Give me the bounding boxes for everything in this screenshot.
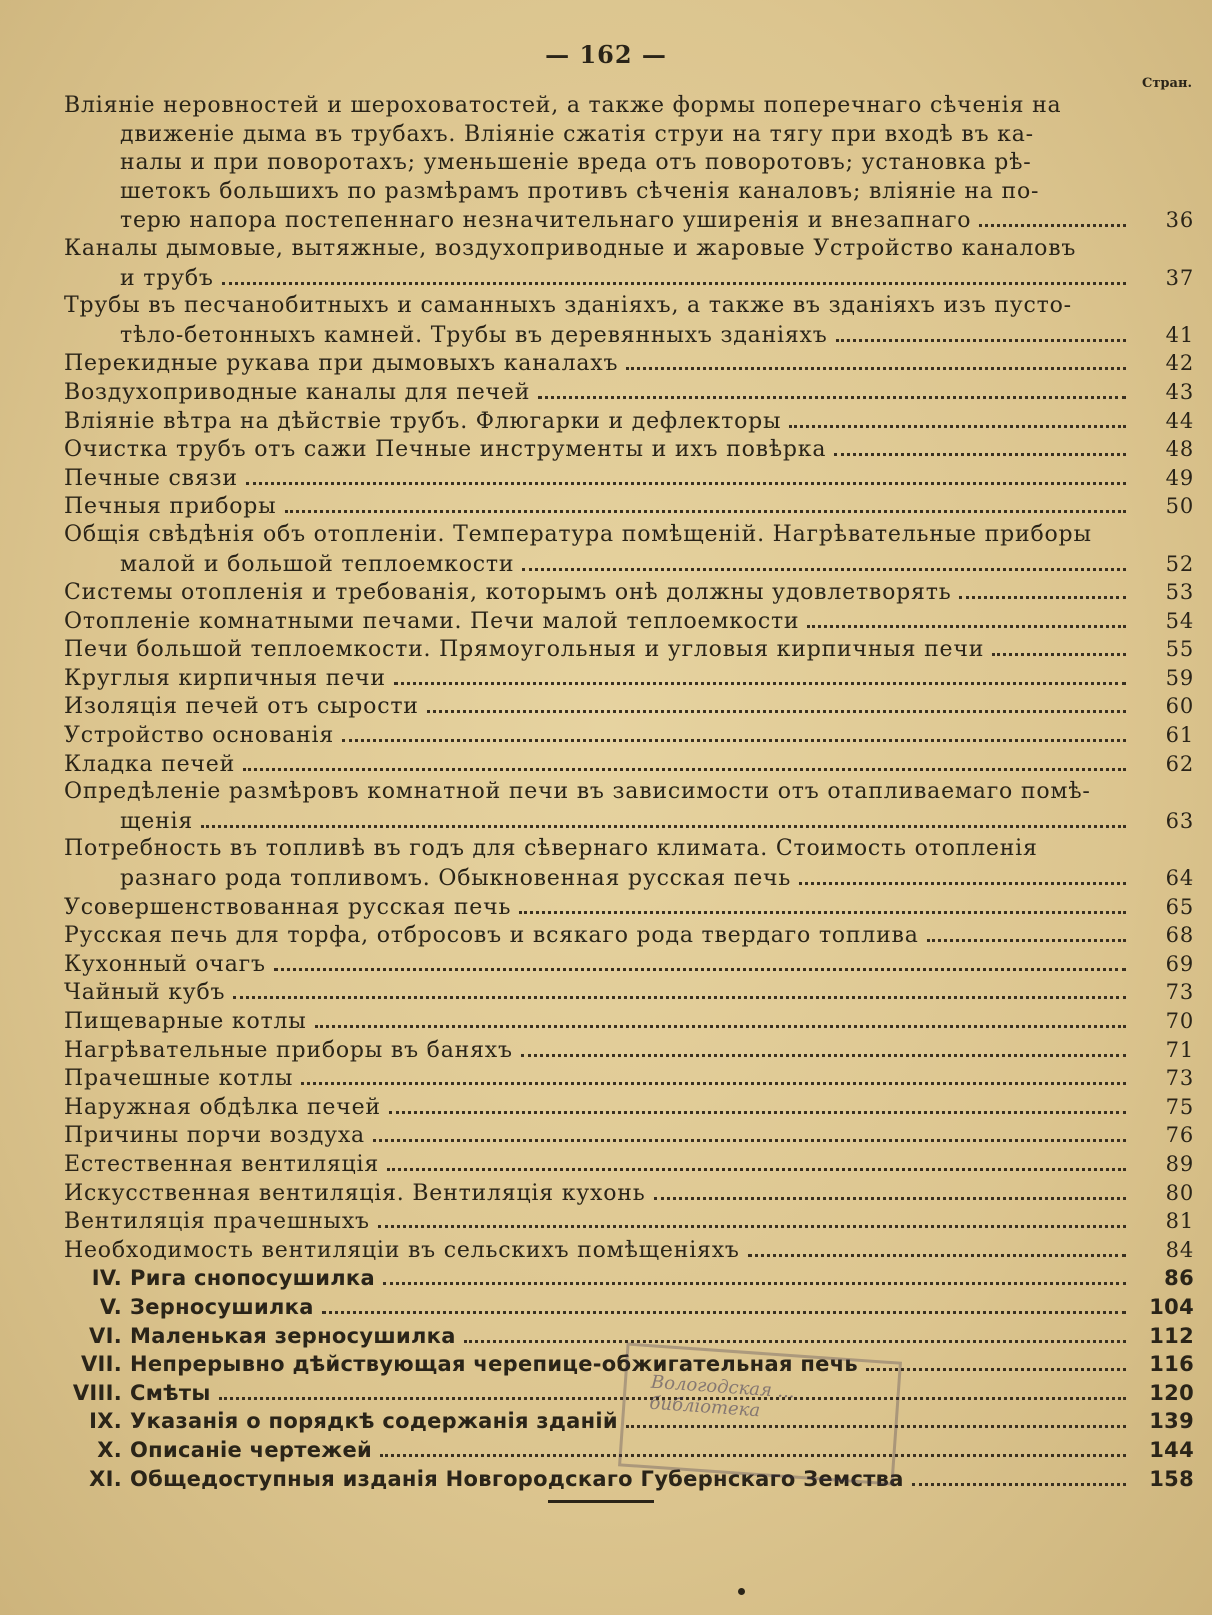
dot-leader bbox=[394, 682, 1126, 685]
toc-page-number: 37 bbox=[1165, 265, 1194, 290]
toc-entry-line bbox=[64, 407, 1194, 436]
toc-entry-line bbox=[64, 664, 1194, 693]
section-roman-numeral: VI. bbox=[89, 1323, 122, 1348]
dot-leader bbox=[222, 282, 1126, 285]
toc-entry-text: Системы отопленія и требованія, которымъ онѣ должны удовлетворять bbox=[64, 580, 952, 606]
toc-entry-text: Трубы въ песчанобитныхъ и саманныхъ зданіяхъ, а также въ зданіяхъ изъ пусто- bbox=[64, 293, 1072, 319]
toc-entry-line bbox=[64, 692, 1194, 721]
toc-entry-line bbox=[64, 464, 1194, 493]
section-title: Непрерывно дѣйствующая черепице-обжигательная печь bbox=[130, 1352, 859, 1377]
toc-page-number: 44 bbox=[1165, 408, 1194, 433]
toc-entry-text: Нагрѣвательные приборы въ баняхъ bbox=[64, 1037, 513, 1063]
toc-entry-text: Естественная вентиляція bbox=[64, 1151, 380, 1177]
toc-entry-line bbox=[64, 835, 1194, 864]
section-roman-numeral: VII. bbox=[80, 1352, 122, 1377]
toc-entry bbox=[64, 1207, 1194, 1236]
toc-entry-text: Вентиляція прачешныхъ bbox=[64, 1209, 370, 1235]
toc-entry-line bbox=[64, 1150, 1194, 1179]
toc-page-number: 68 bbox=[1165, 923, 1194, 948]
dot-leader bbox=[807, 625, 1126, 628]
dot-leader bbox=[383, 1282, 1126, 1285]
toc-entry-text: Потребность въ топливѣ въ годъ для сѣвернаго климата. Стоимость отопленія bbox=[64, 836, 1038, 862]
toc-entry bbox=[64, 1064, 1194, 1093]
toc-entry bbox=[64, 435, 1194, 464]
toc-entry bbox=[64, 1121, 1194, 1150]
toc-page-number: 76 bbox=[1165, 1123, 1194, 1148]
toc-entry-line bbox=[64, 1064, 1194, 1093]
toc-page-number: 65 bbox=[1165, 894, 1194, 919]
toc-entry-text: разнаго рода топливомъ. Обыкновенная русская печь bbox=[120, 866, 792, 892]
toc-entry-line bbox=[64, 635, 1194, 664]
toc-entry bbox=[64, 92, 1194, 235]
dot-leader bbox=[522, 568, 1126, 571]
dot-leader bbox=[538, 396, 1126, 399]
dot-leader bbox=[626, 367, 1126, 370]
toc-section-line bbox=[64, 1293, 1194, 1322]
toc-entry-text: Изоляція печей отъ сырости bbox=[64, 694, 419, 720]
dot-leader bbox=[519, 911, 1126, 914]
section-title: Описаніе чертежей bbox=[130, 1437, 373, 1462]
toc-section bbox=[64, 1264, 1194, 1293]
dot-leader bbox=[748, 1254, 1126, 1257]
dot-leader bbox=[373, 1139, 1126, 1142]
section-roman-numeral: V. bbox=[99, 1294, 122, 1319]
toc-entry bbox=[64, 664, 1194, 693]
toc-page-number: 41 bbox=[1165, 322, 1194, 347]
toc-entry-text: Каналы дымовые, вытяжные, воздухоприводные и жаровые Устройство каналовъ bbox=[64, 235, 1077, 261]
dot-leader bbox=[301, 1082, 1126, 1085]
section-page-number: 120 bbox=[1149, 1380, 1194, 1405]
toc-entry-line bbox=[64, 578, 1194, 607]
toc-entry-line bbox=[64, 750, 1194, 779]
toc-entry-line bbox=[64, 121, 1194, 150]
dot-leader bbox=[654, 1197, 1126, 1200]
section-title: Рига снопосушилка bbox=[130, 1266, 375, 1291]
toc-entry-text: шетокъ большихъ по размѣрамъ противъ сѣченія каналовъ; вліяніе на по- bbox=[120, 178, 1040, 204]
section-roman-numeral: VIII. bbox=[72, 1380, 122, 1405]
toc-entry-line bbox=[64, 1036, 1194, 1065]
toc-entry bbox=[64, 1150, 1194, 1179]
toc-page-number: 50 bbox=[1165, 494, 1194, 519]
section-title: Указанія о порядкѣ содержанія зданій bbox=[130, 1409, 618, 1434]
toc-entry-line bbox=[64, 492, 1194, 521]
toc-entry-text: Опредѣленіе размѣровъ комнатной печи въ зависимости отъ отапливаемаго помѣ- bbox=[64, 779, 1091, 805]
toc-entry-text: тѣло-бетонныхъ камней. Трубы въ деревянныхъ зданіяхъ bbox=[120, 322, 828, 348]
toc-entry-text: Очистка трубъ отъ сажи Печные инструменты и ихъ повѣрка bbox=[64, 437, 827, 463]
toc-entry bbox=[64, 835, 1194, 892]
toc-entry bbox=[64, 978, 1194, 1007]
toc-entry-line bbox=[64, 1121, 1194, 1150]
end-rule bbox=[548, 1500, 654, 1503]
toc-entry-line bbox=[64, 321, 1194, 350]
toc-entry-text: Круглыя кирпичныя печи bbox=[64, 665, 386, 691]
dot-leader bbox=[927, 939, 1126, 942]
toc-entry-line bbox=[64, 264, 1194, 293]
dot-leader bbox=[342, 739, 1126, 742]
toc-entry-text: Общія свѣдѣнія объ отопленіи. Температура помѣщеній. Нагрѣвательные приборы bbox=[64, 521, 1092, 547]
toc-entry-line bbox=[64, 206, 1194, 235]
toc-page-number: 73 bbox=[1165, 980, 1194, 1005]
section-title: Маленькая зерносушилка bbox=[130, 1323, 456, 1348]
toc-entry-text: Отопленіе комнатными печами. Печи малой теплоемкости bbox=[64, 608, 800, 634]
toc-entry bbox=[64, 692, 1194, 721]
toc-page-number: 42 bbox=[1165, 351, 1194, 376]
toc-section-line bbox=[64, 1264, 1194, 1293]
toc-page-number: 71 bbox=[1165, 1037, 1194, 1062]
toc-entry bbox=[64, 893, 1194, 922]
dot-leader bbox=[979, 224, 1126, 227]
toc-entry-text: Вліяніе вѣтра на дѣйствіе трубъ. Флюгарки и дефлекторы bbox=[64, 408, 782, 434]
toc-entry-text: Чайный кубъ bbox=[64, 980, 226, 1006]
toc-entry bbox=[64, 292, 1194, 349]
toc-page-number: 60 bbox=[1165, 694, 1194, 719]
dot-leader bbox=[322, 1311, 1126, 1314]
toc-page-number: 43 bbox=[1165, 379, 1194, 404]
toc-page-number: 75 bbox=[1165, 1094, 1194, 1119]
section-roman-numeral: IX. bbox=[89, 1409, 122, 1434]
section-page-number: 144 bbox=[1149, 1437, 1194, 1462]
toc-entry-text: щенія bbox=[120, 808, 194, 834]
section-roman-numeral: XI. bbox=[89, 1466, 122, 1491]
dot-leader bbox=[389, 1111, 1126, 1114]
toc-page-number: 69 bbox=[1165, 951, 1194, 976]
section-page-number: 86 bbox=[1164, 1266, 1194, 1291]
toc-entry-text: Воздухоприводные каналы для печей bbox=[64, 379, 531, 405]
toc-entry-line bbox=[64, 1179, 1194, 1208]
toc-entry bbox=[64, 778, 1194, 835]
dot-leader bbox=[201, 825, 1126, 828]
toc-page-number: 55 bbox=[1165, 637, 1194, 662]
toc-entry-line bbox=[64, 149, 1194, 178]
toc-page-number: 73 bbox=[1165, 1066, 1194, 1091]
toc-page-number: 54 bbox=[1165, 608, 1194, 633]
toc-entry-line bbox=[64, 1207, 1194, 1236]
toc-entry bbox=[64, 721, 1194, 750]
toc-page-number: 49 bbox=[1165, 465, 1194, 490]
dot-leader bbox=[912, 1483, 1126, 1486]
toc-page-number: 53 bbox=[1165, 580, 1194, 605]
section-page-number: 104 bbox=[1149, 1294, 1194, 1319]
toc-entry-line bbox=[64, 1236, 1194, 1265]
toc-entry-text: Пищеварные котлы bbox=[64, 1009, 307, 1034]
section-page-number: 139 bbox=[1149, 1409, 1194, 1434]
toc-entry-text: Усовершенствованная русская печь bbox=[64, 894, 512, 920]
dot-leader bbox=[285, 510, 1127, 513]
dot-leader bbox=[246, 482, 1126, 485]
toc-entry-line bbox=[64, 292, 1194, 321]
toc-section bbox=[64, 1293, 1194, 1322]
section-title: Общедоступныя изданія Новгородскаго Губернскаго Земства bbox=[130, 1466, 904, 1491]
toc-entry bbox=[64, 464, 1194, 493]
section-title: Смѣты bbox=[130, 1380, 211, 1405]
toc-section-line bbox=[64, 1465, 1194, 1494]
toc-entry-line bbox=[64, 807, 1194, 836]
toc-page-number: 70 bbox=[1165, 1009, 1194, 1033]
toc-entry-line bbox=[64, 178, 1194, 207]
toc-entry bbox=[64, 235, 1194, 292]
toc-page-number: 81 bbox=[1165, 1209, 1194, 1234]
toc-entry-line bbox=[64, 435, 1194, 464]
toc-entry bbox=[64, 950, 1194, 979]
toc-entry-line bbox=[64, 721, 1194, 750]
section-page-number: 112 bbox=[1149, 1323, 1194, 1348]
dot-leader bbox=[233, 996, 1126, 999]
toc-entry-line bbox=[64, 235, 1194, 264]
toc-entry bbox=[64, 1093, 1194, 1122]
toc-entry-text: Печи большой теплоемкости. Прямоугольныя и угловыя кирпичныя печи bbox=[64, 637, 985, 663]
toc-entry-text: и трубъ bbox=[120, 265, 214, 291]
dot-leader bbox=[274, 968, 1126, 971]
toc-page-number: 80 bbox=[1165, 1180, 1194, 1205]
toc-page-number: 59 bbox=[1165, 665, 1194, 690]
dot-leader bbox=[799, 882, 1126, 885]
toc-entry bbox=[64, 378, 1194, 407]
toc-page-number: 84 bbox=[1165, 1237, 1194, 1262]
ink-dot bbox=[738, 1588, 745, 1595]
dot-leader bbox=[315, 1025, 1126, 1028]
section-roman-numeral: X. bbox=[97, 1437, 122, 1462]
toc-entry-text: Устройство основанія bbox=[64, 723, 335, 749]
dot-leader bbox=[378, 1225, 1126, 1228]
toc-entry bbox=[64, 1007, 1194, 1036]
toc-section bbox=[64, 1465, 1194, 1494]
toc-entry-text: Необходимость вентиляціи въ сельскихъ помѣщеніяхъ bbox=[64, 1237, 740, 1263]
page-number: — 162 — bbox=[545, 40, 667, 69]
dot-leader bbox=[992, 653, 1126, 656]
toc-entry-text: движеніе дыма въ трубахъ. Вліяніе сжатія струи на тягу при входѣ въ ка- bbox=[120, 121, 1034, 147]
toc-entry-line bbox=[64, 378, 1194, 407]
toc-page-number: 36 bbox=[1165, 208, 1194, 233]
page-column-header: Стран. bbox=[1142, 76, 1192, 91]
toc-entry-text: налы и при поворотахъ; уменьшеніе вреда отъ поворотовъ; установка рѣ- bbox=[120, 150, 1032, 176]
toc-entry-text: Причины порчи воздуха bbox=[64, 1123, 365, 1149]
dot-leader bbox=[866, 1368, 1126, 1371]
section-page-number: 116 bbox=[1149, 1352, 1194, 1377]
toc-entry-line bbox=[64, 1093, 1194, 1122]
dot-leader bbox=[789, 425, 1126, 428]
library-stamp-text: Вологодская ... библіотека bbox=[648, 1371, 796, 1422]
toc-entry-line bbox=[64, 893, 1194, 922]
toc-entry-text: Печныя приборы bbox=[64, 494, 277, 520]
toc-entry-line bbox=[64, 921, 1194, 950]
toc-entry-line bbox=[64, 778, 1194, 807]
toc-entry bbox=[64, 349, 1194, 378]
dot-leader bbox=[836, 339, 1126, 342]
toc-entry-line bbox=[64, 349, 1194, 378]
dot-leader bbox=[387, 1168, 1126, 1171]
toc-entry-text: малой и большой теплоемкости bbox=[120, 551, 515, 577]
toc-page-number: 89 bbox=[1165, 1151, 1194, 1176]
toc-entry bbox=[64, 1236, 1194, 1265]
toc-page-number: 61 bbox=[1165, 723, 1194, 748]
toc-entry bbox=[64, 635, 1194, 664]
toc-entry bbox=[64, 921, 1194, 950]
toc-page-number: 48 bbox=[1165, 437, 1194, 462]
table-of-contents bbox=[64, 92, 1194, 1493]
section-roman-numeral: IV. bbox=[91, 1266, 122, 1291]
toc-entry-text: Вліяніе неровностей и шероховатостей, а также формы поперечнаго сѣченія на bbox=[64, 93, 1062, 118]
toc-entry bbox=[64, 492, 1194, 521]
toc-entry bbox=[64, 578, 1194, 607]
toc-entry-line bbox=[64, 950, 1194, 979]
toc-entry-text: Прачешные котлы bbox=[64, 1066, 294, 1092]
toc-entry-text: Русская печь для торфа, отбросовъ и всякаго рода твердаго топлива bbox=[64, 923, 919, 949]
toc-entry-line bbox=[64, 550, 1194, 579]
dot-leader bbox=[243, 768, 1126, 771]
dot-leader bbox=[959, 596, 1126, 599]
toc-page-number: 63 bbox=[1165, 808, 1194, 833]
toc-entry-line bbox=[64, 607, 1194, 636]
section-page-number: 158 bbox=[1149, 1466, 1194, 1491]
toc-page-number: 62 bbox=[1165, 751, 1194, 776]
dot-leader bbox=[834, 453, 1126, 456]
toc-entry-line bbox=[64, 521, 1194, 550]
toc-entry bbox=[64, 607, 1194, 636]
toc-page-number: 64 bbox=[1165, 866, 1194, 891]
toc-entry bbox=[64, 750, 1194, 779]
dot-leader bbox=[427, 710, 1126, 713]
toc-entry-line bbox=[64, 92, 1194, 121]
toc-entry-line bbox=[64, 1007, 1194, 1036]
toc-entry-text: Перекидные рукава при дымовыхъ каналахъ bbox=[64, 351, 619, 377]
section-title: Зерносушилка bbox=[130, 1294, 314, 1319]
toc-entry-text: терю напора постепеннаго незначительнаго уширенія и внезапнаго bbox=[120, 208, 972, 234]
dot-leader bbox=[464, 1340, 1126, 1343]
toc-entry-line bbox=[64, 978, 1194, 1007]
toc-entry-text: Кладка печей bbox=[64, 751, 236, 777]
toc-entry bbox=[64, 407, 1194, 436]
toc-entry-line bbox=[64, 864, 1194, 893]
toc-entry bbox=[64, 1036, 1194, 1065]
toc-entry-text: Наружная обдѣлка печей bbox=[64, 1094, 381, 1120]
toc-entry-text: Искусственная вентиляція. Вентиляція кухонь bbox=[64, 1180, 646, 1206]
dot-leader bbox=[521, 1054, 1126, 1057]
toc-page-number: 52 bbox=[1165, 551, 1194, 576]
toc-entry bbox=[64, 521, 1194, 578]
toc-entry bbox=[64, 1179, 1194, 1208]
toc-entry-text: Кухонный очагъ bbox=[64, 951, 266, 977]
toc-entry-text: Печные связи bbox=[64, 465, 238, 491]
